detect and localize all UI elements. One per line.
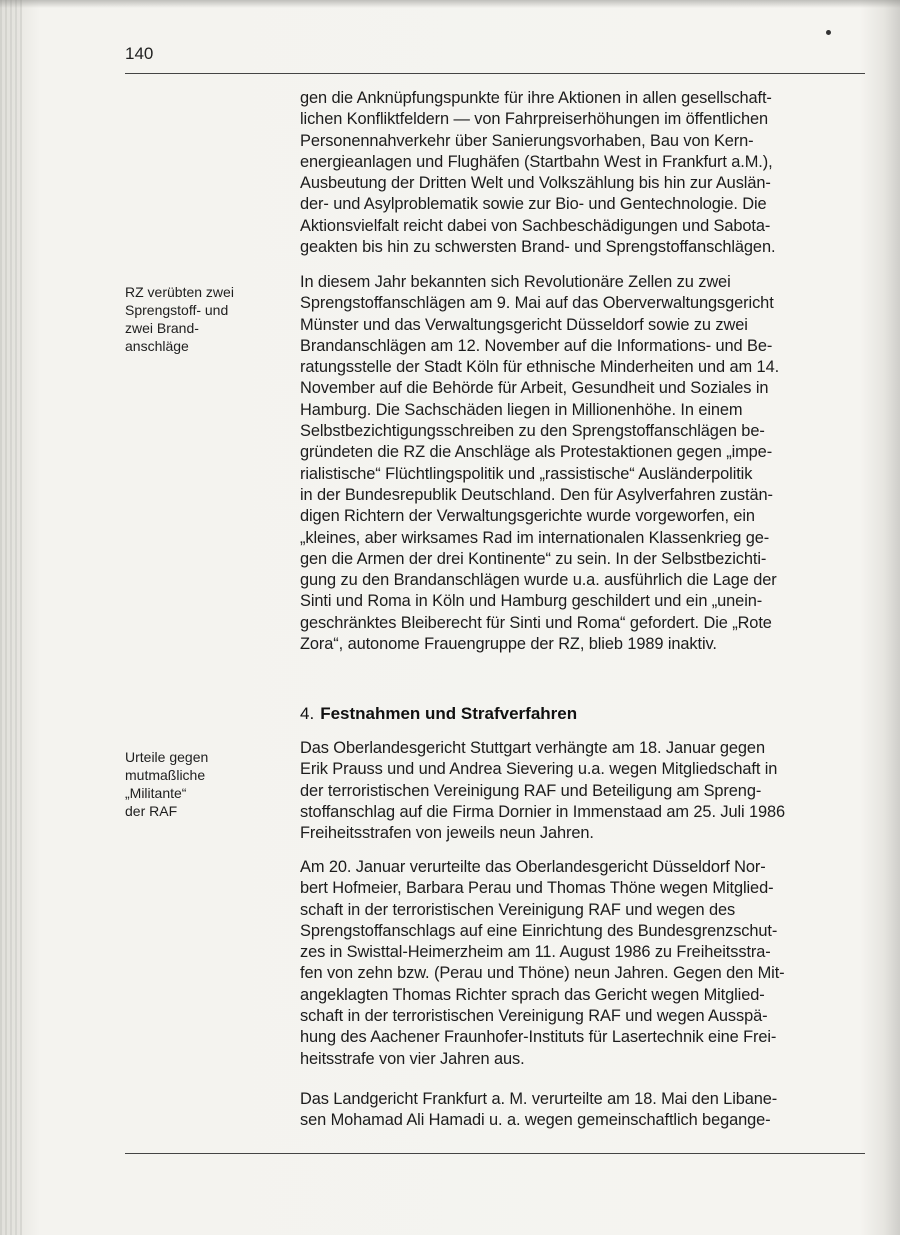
text-line: November auf die Behörde für Arbeit, Gesundheit und Soziales in xyxy=(300,379,769,398)
text-line: Sinti und Roma in Köln und Hamburg geschildert und ein „unein- xyxy=(300,592,763,611)
section-heading xyxy=(300,704,577,724)
text-line: bert Hofmeier, Barbara Perau und Thomas Thöne wegen Mitglied- xyxy=(300,879,774,898)
text-line: schaft in der terroristischen Vereinigung RAF und wegen des xyxy=(300,900,736,919)
text-line: gen die Anknüpfungspunkte für ihre Aktionen in allen gesellschaft- xyxy=(300,89,772,107)
margin-note-line: zwei Brand- xyxy=(125,320,199,336)
text-line: Münster und das Verwaltungsgericht Düsseldorf sowie zu zwei xyxy=(300,315,748,334)
margin-note-line: mutmaßliche xyxy=(125,767,206,783)
text-line: zes in Swisttal-Heimerzheim am 11. August 1986 zu Freiheitsstra- xyxy=(300,943,771,962)
text-line: lichen Konfliktfeldern — von Fahrpreiserhöhungen im öffentlichen xyxy=(300,110,768,129)
text-line: schaft in der terroristischen Vereinigung RAF und wegen Ausspä- xyxy=(300,1007,768,1026)
text-line: Brandanschlägen am 12. November auf die Informations- und Be- xyxy=(300,336,773,355)
text-line: fen von zehn bzw. (Perau und Thöne) neun Jahren. Gegen den Mit- xyxy=(300,964,785,983)
ink-spot xyxy=(826,30,831,35)
text-line: Aktionsvielfalt reicht dabei von Sachbeschädigungen und Sabota- xyxy=(300,216,771,235)
text-line: stoffanschlag auf die Firma Dornier in Immenstaad am 25. Juli 1986 xyxy=(300,802,786,821)
margin-note-rz-attacks xyxy=(125,283,275,355)
text-line: Sprengstoffanschlags auf eine Einrichtung des Bundesgrenzschut- xyxy=(300,921,778,940)
scan-top-shadow xyxy=(0,0,900,8)
text-line: Zora“, autonome Frauengruppe der RZ, blieb 1989 inaktiv. xyxy=(300,635,717,654)
text-line: gründeten die RZ die Anschläge als Protestaktionen gegen „impe- xyxy=(300,443,773,462)
margin-note-line: RZ verübten zwei xyxy=(125,284,234,300)
section-number: 4. xyxy=(300,704,315,723)
footer-rule xyxy=(125,1153,865,1154)
text-line: Das Oberlandesgericht Stuttgart verhängte am 18. Januar gegen xyxy=(300,739,765,757)
paragraph-2 xyxy=(300,272,860,655)
book-spine-shadow xyxy=(0,0,22,1235)
text-line: geakten bis hin zu schwersten Brand- und Sprengstoffanschlägen. xyxy=(300,238,776,257)
text-line: in der Bundesrepublik Deutschland. Den für Asylverfahren zustän- xyxy=(300,485,773,504)
text-line: der terroristischen Vereinigung RAF und Beteiligung am Spreng- xyxy=(300,781,762,800)
text-line: digen Richtern der Verwaltungsgerichte wurde vorgeworfen, ein xyxy=(300,507,755,526)
margin-note-line: der RAF xyxy=(125,803,178,819)
paragraph-4 xyxy=(300,857,860,1070)
paragraph-3 xyxy=(300,738,860,844)
text-line: Selbstbezichtigungsschreiben zu den Sprengstoffanschlägen be- xyxy=(300,422,765,441)
text-line: geschränktes Bleiberecht für Sinti und Roma“ gefordert. Die „Rote xyxy=(300,613,772,632)
text-line: Hamburg. Die Sachschäden liegen in Millionenhöhe. In einem xyxy=(300,400,743,419)
text-line: gung zu den Brandanschlägen wurde u.a. ausführlich die Lage der xyxy=(300,571,777,590)
text-line: gen die Armen der drei Kontinente“ zu sein. In der Selbstbezichti- xyxy=(300,549,767,568)
text-line: rialistische“ Flüchtlingspolitik und „rassistische“ Ausländerpolitik xyxy=(300,464,753,483)
margin-note-raf-verdicts xyxy=(125,748,275,820)
text-line: energieanlagen und Flughäfen (Startbahn West in Frankfurt a.M.), xyxy=(300,152,773,171)
margin-note-line: Sprengstoff- und xyxy=(125,302,229,318)
text-line: Personennahverkehr über Sanierungsvorhaben, Bau von Kern- xyxy=(300,131,754,150)
text-line: Am 20. Januar verurteilte das Oberlandesgericht Düsseldorf Nor- xyxy=(300,858,766,876)
margin-note-line: „Militante“ xyxy=(125,785,187,801)
text-line: In diesem Jahr bekannten sich Revolutionäre Zellen zu zwei xyxy=(300,273,731,291)
text-line: sen Mohamad Ali Hamadi u. a. wegen gemeinschaftlich begange- xyxy=(300,1111,771,1130)
text-line: Ausbeutung der Dritten Welt und Volkszählung bis hin zur Auslän- xyxy=(300,174,771,193)
paragraph-5 xyxy=(300,1089,860,1132)
text-line: Sprengstoffanschlägen am 9. Mai auf das Oberverwaltungsgericht xyxy=(300,294,774,313)
paragraph-1 xyxy=(300,88,860,258)
margin-note-line: Urteile gegen xyxy=(125,749,209,765)
text-line: Erik Prauss und und Andrea Sievering u.a. wegen Mitgliedschaft in xyxy=(300,760,778,779)
text-line: hung des Aachener Fraunhofer-Instituts für Lasertechnik eine Frei- xyxy=(300,1028,777,1047)
header-rule xyxy=(125,73,865,74)
text-line: „kleines, aber wirksames Rad im internationalen Klassenkrieg ge- xyxy=(300,528,770,547)
text-line: angeklagten Thomas Richter sprach das Gericht wegen Mitglied- xyxy=(300,985,765,1004)
text-line: heitsstrafe von vier Jahren aus. xyxy=(300,1049,525,1068)
page-number: 140 xyxy=(125,44,154,63)
text-line: Freiheitsstrafen von jeweils neun Jahren. xyxy=(300,824,594,843)
margin-note-line: anschläge xyxy=(125,338,189,354)
text-line: der- und Asylproblematik sowie zur Bio- und Gentechnologie. Die xyxy=(300,195,767,214)
section-title: Festnahmen und Strafverfahren xyxy=(320,704,578,723)
text-line: Das Landgericht Frankfurt a. M. verurteilte am 18. Mai den Libane- xyxy=(300,1090,778,1108)
text-line: ratungsstelle der Stadt Köln für ethnische Minderheiten und am 14. xyxy=(300,358,780,377)
